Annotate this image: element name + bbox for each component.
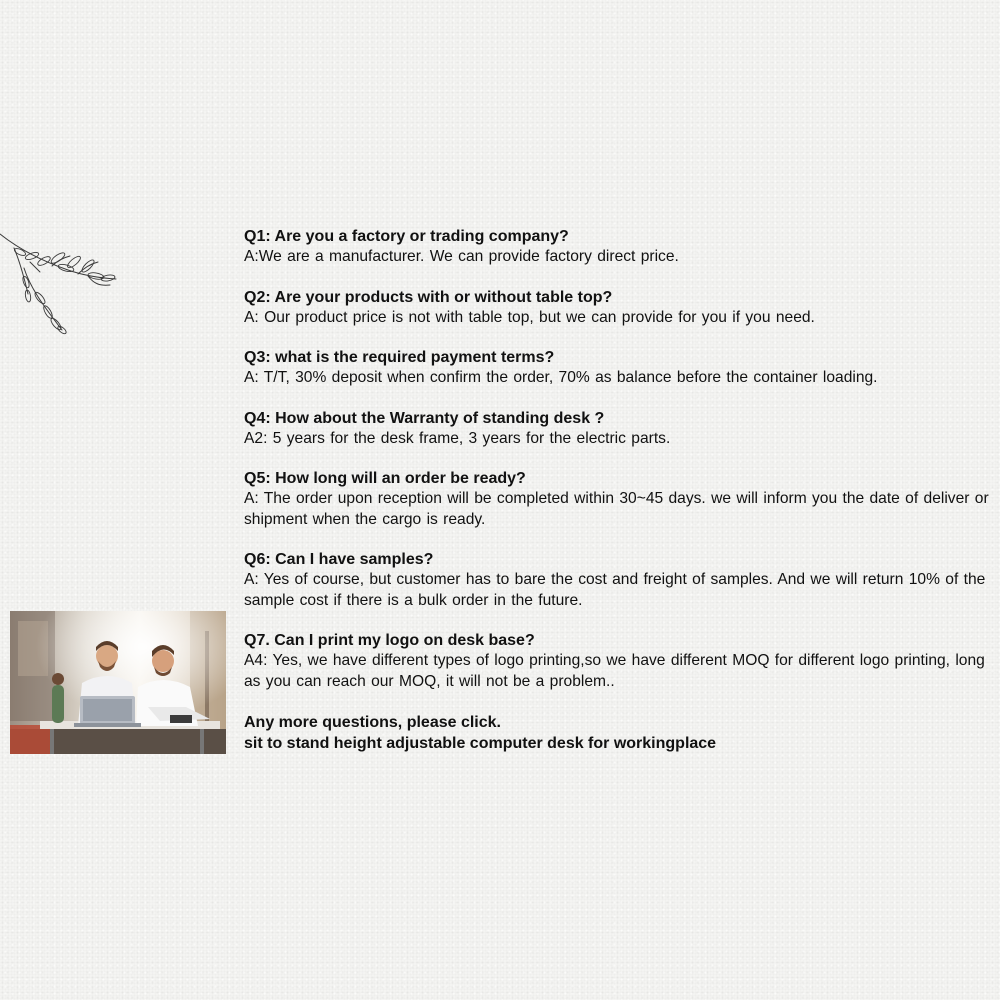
answer-2: A: Our product price is not with table top, but we can provide for you if you need. [244,308,815,326]
faq-item-1 [244,227,996,268]
answer-6: A: Yes of course, but customer has to bare the cost and freight of samples. And we will return 10% of the sample cost if there is a bulk order in the future. [244,571,986,609]
answer-4: A2: 5 years for the desk frame, 3 years for the electric parts. [244,429,671,447]
question-6: Q6: Can I have samples? [244,551,434,568]
closing-block [244,712,996,754]
faq-section [244,227,996,754]
question-4: Q4: How about the Warranty of standing desk ? [244,409,605,427]
question-5: Q5: How long will an order be ready? [244,470,526,487]
question-2: Q2: Are your products with or without table top? [244,288,613,306]
answer-7: A4: Yes, we have different types of logo printing,so we have different MOQ for different logo printing, long as you can reach our MOQ, it will not be a problem.. [244,652,985,690]
answer-1: A:We are a manufacturer. We can provide factory direct price. [244,248,679,265]
answer-3: A: T/T, 30% deposit when confirm the order, 70% as balance before the container loading. [244,369,878,386]
faq-item-6 [244,550,996,611]
faq-item-4 [244,409,996,450]
office-meeting-photo [10,611,226,754]
question-1: Q1: Are you a factory or trading company? [244,228,569,245]
question-3: Q3: what is the required payment terms? [244,349,555,366]
question-7: Q7. Can I print my logo on desk base? [244,632,535,649]
faq-item-7 [244,631,996,692]
product-link-line[interactable]: sit to stand height adjustable computer desk for workingplace [244,735,717,752]
faq-item-3 [244,348,996,389]
answer-5: A: The order upon reception will be completed within 30~45 days. we will inform you the date of deliver or shipment when the cargo is ready. [244,490,989,528]
faq-item-2 [244,288,996,329]
faq-item-5 [244,469,996,530]
leaf-branch-decoration [0,232,120,337]
more-questions-line[interactable]: Any more questions, please click. [244,714,501,731]
